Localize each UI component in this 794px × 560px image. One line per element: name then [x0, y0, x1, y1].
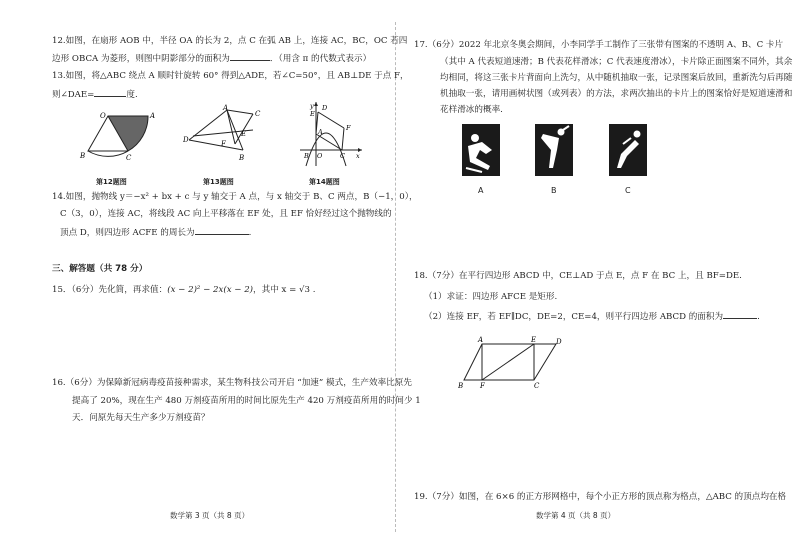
shaded-region [108, 116, 148, 151]
q14-line1: 14.如图，抛物线 y＝−x² + bx + c 与 y 轴交于 A 点，与 x 轴交于 B、C 两点，B（−1，0）， [52, 192, 418, 202]
label-E: E [531, 336, 537, 344]
q14-answer-blank[interactable] [195, 225, 249, 235]
card-c-label: C [625, 186, 631, 195]
label-x: x [356, 152, 360, 160]
footer-page-3: 数学第 3 页（共 8 页） [170, 511, 250, 520]
footer-page-4: 数学第 4 页（共 8 页） [536, 511, 616, 520]
q15: 15．（6分）先化简，再求值：(x − 2)² − 2x(x − 2)，其中 x = √3 . [52, 285, 316, 295]
q16-line3: 天．问原先每天生产多少万剂疫苗？ [72, 413, 210, 423]
q17-line4: 机抽取一张，请用画树状图（或列表）的方法，求两次抽出的卡片上的图案恰好是短道速滑和 [440, 89, 793, 99]
label-C: C [126, 154, 132, 162]
figure-12-sector [70, 108, 160, 168]
q13-line1: 13.如图，将△ABC 绕点 A 顺时针旋转 60° 得到△ADE，若∠C=50°，且 AB⊥DE 于点 F， [52, 71, 409, 81]
card-c [609, 124, 647, 176]
q13-line2: 则∠DAE= 度. [52, 87, 138, 102]
label-F: F [221, 140, 226, 148]
label-A: A [318, 128, 323, 136]
label-B: B [239, 154, 245, 162]
label-E: E [241, 130, 247, 138]
q17-line3: 均相同，将这三张卡片背面向上洗匀，从中随机抽取一张，记录图案后放回，重新洗匀后再随 [440, 73, 793, 83]
q18-line1: 18.（7分）在平行四边形 ABCD 中，CE⊥AD 于点 E，点 F 在 BC 上，且 BF=DE. [414, 271, 742, 281]
figure-14-parabola [296, 100, 366, 170]
figure-13-triangles [183, 104, 263, 166]
caption-fig13: 第13题图 [203, 178, 234, 186]
speed-skater-icon [609, 124, 647, 176]
label-y: y [310, 102, 314, 110]
q18-line3: （2）连接 EF，若 EF∥DC，DE=2，CE=4，则平行四边形 ABCD 的面积为 . [424, 309, 760, 324]
label-B: B [304, 152, 309, 160]
page-4 [402, 0, 794, 560]
figure-18-parallelogram [458, 336, 568, 392]
label-F: F [346, 124, 351, 132]
card-b-label: B [551, 186, 557, 195]
label-O: O [317, 152, 323, 160]
label-D: D [556, 338, 562, 346]
label-C: C [340, 152, 345, 160]
q15-expression: (x − 2)² − 2x(x − 2) [167, 285, 254, 295]
figure-skater-icon [535, 124, 573, 176]
q17-line1: 17.（6分）2022 年北京冬奥会期间，小李同学手工制作了三张带有图案的不透明 A、B、C 卡片 [414, 40, 784, 50]
caption-fig14: 第14题图 [309, 178, 340, 186]
label-A: A [223, 104, 229, 112]
q16-line1: 16.（6分）为保障新冠病毒疫苗接种需求，某生物科技公司开启 “加速” 模式，生产效率比原先 [52, 378, 412, 388]
label-O: O [100, 112, 106, 120]
q14-line2: C（3，0），连接 AC，将线段 AC 向上平移落在 EF 处，且 EF 恰好经过这个抛物线的 [60, 209, 392, 219]
label-C: C [534, 382, 540, 390]
card-b [535, 124, 573, 176]
label-E: E [310, 110, 315, 118]
card-a [462, 124, 500, 176]
short-track-skater-icon [462, 124, 500, 176]
label-C: C [255, 110, 261, 118]
q12-answer-blank[interactable] [230, 51, 270, 61]
caption-fig12: 第12题图 [96, 178, 127, 186]
column-divider [395, 22, 396, 532]
q17-line5: 花样滑冰的概率. [440, 105, 503, 115]
label-F: F [480, 382, 485, 390]
label-A: A [478, 336, 484, 344]
label-B: B [458, 382, 464, 390]
card-a-label: A [478, 186, 484, 195]
q18-line2: （1）求证：四边形 AFCE 是矩形. [424, 292, 558, 302]
q14-line3: 顶点 D，则四边形 ACFE 的周长为 . [60, 225, 251, 240]
label-D: D [322, 104, 328, 112]
q16-line2: 提高了 20%，现在生产 480 万剂疫苗所用的时间比原先生产 420 万剂疫苗所用的时间少 1 [72, 396, 421, 406]
section-3-title: 三、解答题（共 78 分） [52, 264, 148, 274]
label-D: D [183, 136, 189, 144]
q12-line2: 边形 OBCA 为菱形，则图中阴影部分的面积为 ．（用含 π 的代数式表示） [52, 51, 371, 66]
label-A: A [150, 112, 156, 120]
label-B: B [80, 152, 86, 160]
q18-answer-blank[interactable] [723, 309, 757, 319]
q17-line2: （其中 A 代表短道速滑；B 代表花样滑冰；C 代表速度滑冰），卡片除正面图案不同外，其余 [440, 57, 793, 67]
q19-line1: 19.（7分）如图，在 6×6 的正方形网格中，每个小正方形的顶点称为格点，△ABC 的顶点均在格 [414, 492, 787, 502]
q13-answer-blank[interactable] [94, 87, 126, 97]
q12-line1: 12.如图，在扇形 AOB 中，半径 OA 的长为 2，点 C 在弧 AB 上，连接 AC，BC，OC 若四 [52, 36, 408, 46]
